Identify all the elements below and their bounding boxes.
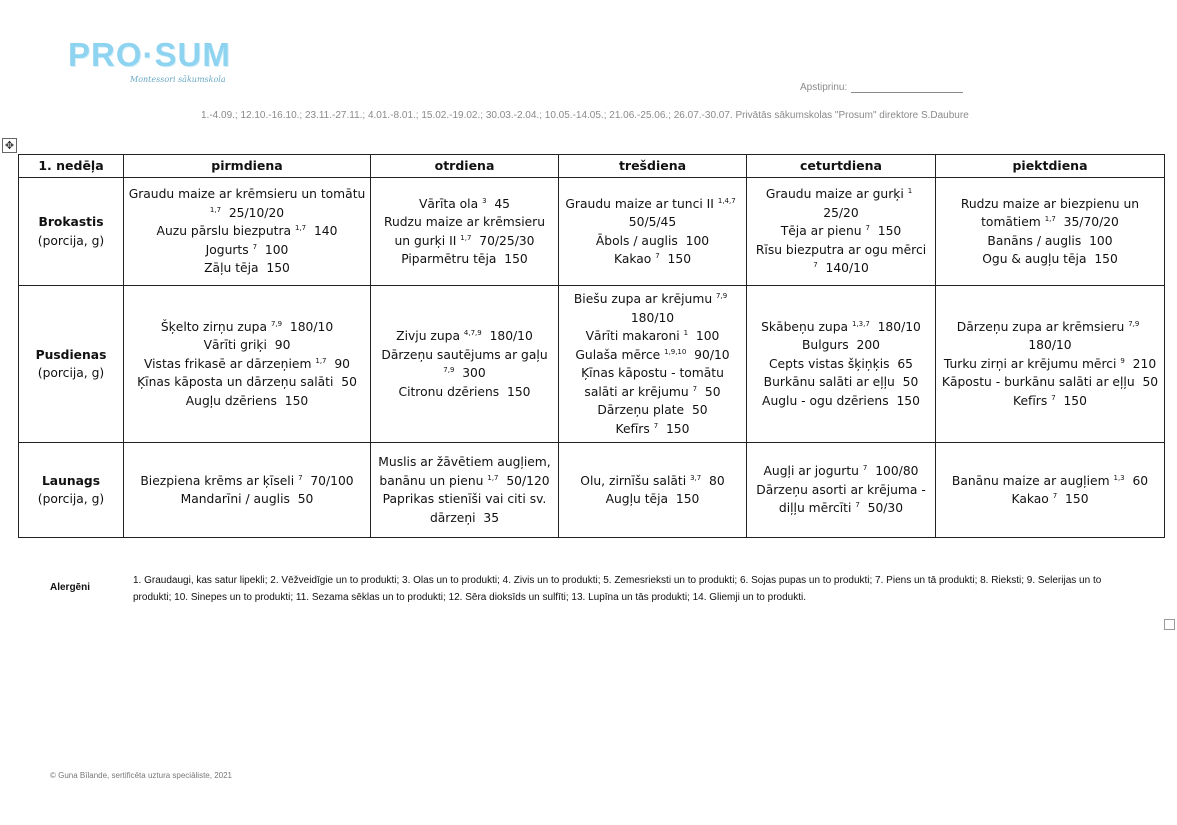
dish-name: Burkānu salāti ar eļļu [763, 375, 895, 390]
meal-row [19, 443, 1165, 538]
meal-name-cell [19, 286, 124, 443]
portion-amount: 180/10 [630, 310, 675, 325]
dish-name: Bulgurs [801, 338, 849, 353]
portion-amount: 90/10 [694, 347, 730, 362]
menu-item [128, 336, 366, 355]
menu-cell [559, 178, 747, 286]
menu-cell [124, 286, 371, 443]
dish-name: Banāns / auglis [987, 233, 1082, 248]
meal-name: Pusdienas [35, 347, 107, 362]
menu-item [128, 318, 366, 337]
menu-item [563, 346, 742, 365]
menu-cell [747, 178, 936, 286]
menu-item [563, 195, 742, 232]
menu-cell [371, 443, 559, 538]
dish-name: Rudzu maize ar krēmsieru un gurķi II [383, 215, 546, 248]
menu-item [940, 250, 1160, 269]
dish-name: Augļu tēja [605, 492, 669, 506]
menu-item [751, 222, 931, 241]
meal-row [19, 286, 1165, 443]
menu-item [128, 185, 366, 222]
allergen-codes: 7 [813, 261, 818, 270]
portion-amount: 150 [284, 393, 309, 408]
portion-amount: 35 [483, 510, 500, 525]
portion-amount: 45 [494, 196, 511, 211]
menu-item [563, 250, 742, 269]
dish-name: Kakao [613, 252, 652, 266]
allergen-codes: 7 [1052, 492, 1058, 500]
schedule-dates: 1.-4.09.; 12.10.-16.10.; 23.11.-27.11.; 4.01.-8.01.; 15.02.-19.02.; 30.03.-2.04.; 10.05.-14.05.; 21.06.-25.06.; 26.07.-30.07. Privātās sākumskolas "Prosum" direktore S.Daubure [201, 110, 969, 121]
table-header-row [19, 155, 1165, 178]
portion-amount: 50 [902, 375, 919, 390]
allergen-codes: 3,7 [690, 473, 702, 482]
allergen-codes: 7 [855, 501, 860, 510]
menu-item [751, 462, 931, 481]
allergen-codes: 4,7,9 [463, 329, 482, 337]
portion-amount: 150 [675, 492, 700, 506]
dish-name: Graudu maize ar gurķi [765, 187, 904, 202]
menu-item [751, 481, 931, 518]
meal-name: Brokastis [38, 215, 104, 229]
portion-amount: 100 [695, 329, 720, 343]
portion-amount: 50/5/45 [628, 215, 677, 229]
menu-item [375, 490, 554, 527]
portion-amount: 150 [1063, 393, 1087, 408]
checkbox-square-icon[interactable] [1164, 619, 1175, 630]
menu-item [940, 373, 1160, 392]
day-header: ceturtdiena [747, 155, 936, 178]
week-header: 1. nedēļa [19, 155, 124, 178]
portion-amount: 180/10 [489, 329, 533, 343]
dish-name: Rīsu biezputra ar ogu mērci [755, 242, 927, 257]
portion-amount: 60 [1132, 473, 1149, 488]
menu-cell [371, 286, 559, 443]
signature-line [851, 82, 963, 93]
meal-row [19, 178, 1165, 286]
dish-name: Jogurts [205, 242, 249, 257]
portion-amount: 150 [507, 384, 531, 399]
dish-name: Ķīnas kāpostu - tomātu salāti ar krējumu [581, 366, 724, 399]
portion-amount: 25/10/20 [228, 205, 285, 220]
allergen-codes: 9 [1120, 356, 1125, 365]
allergen-codes: 7,9 [1128, 319, 1140, 328]
dish-name: Zivju zupa [396, 329, 460, 343]
portion-amount: 50 [691, 403, 708, 417]
dish-name: Kāpostu - burkānu salāti ar eļļu [941, 375, 1135, 390]
menu-item [751, 318, 931, 337]
menu-item [751, 392, 931, 411]
dish-name: Augļi ar jogurtu [763, 464, 859, 479]
menu-item [375, 213, 554, 250]
menu-item [128, 259, 366, 278]
menu-cell [559, 443, 747, 538]
menu-item [375, 453, 554, 490]
dish-name: Rudzu maize ar biezpienu un tomātiem [960, 196, 1140, 229]
portion-amount: 25/20 [823, 205, 859, 220]
dish-name: Dārzeņu zupa ar krēmsieru [956, 319, 1125, 334]
menu-item [375, 195, 554, 214]
dish-name: Šķelto zirņu zupa [160, 319, 268, 334]
menu-cell [371, 178, 559, 286]
menu-item [375, 346, 554, 383]
portion-amount: 50 [1142, 375, 1159, 390]
menu-cell [747, 286, 936, 443]
day-header: pirmdiena [124, 155, 371, 178]
allergens-label: Alergēni [50, 582, 91, 593]
menu-item [940, 195, 1160, 232]
meal-name: Launags [41, 473, 101, 488]
menu-item [751, 241, 931, 278]
portion-amount: 50/30 [867, 501, 904, 516]
menu-cell [936, 286, 1165, 443]
day-header: piektdiena [936, 155, 1165, 178]
menu-item [940, 472, 1160, 491]
dish-name: Mandarīni / auglis [180, 492, 290, 506]
day-header: trešdiena [559, 155, 747, 178]
portion-amount: 210 [1132, 356, 1157, 371]
dish-name: Kefīrs [1013, 393, 1048, 408]
menu-item [563, 472, 742, 491]
menu-item [563, 490, 742, 509]
allergen-codes: 7,9 [716, 292, 728, 300]
allergens-text: 1. Graudaugi, kas satur lipekli; 2. Vēžveidīgie un to produkti; 3. Olas un to produkti; 4. Zivis un to produkti; 5. Zemesrieksti un to produkti; 6. Sojas pupas un to produkti; 7. Piens un tā produkti; 8. Rieksti; 9. Selerijas un to produkti; 10. Sinepes un to produkti; 11. Sezama sēklas un to produkti; 12. Sēra dioksīds un sulfīti; 13. Lupīna un tās produkti; 14. Gliemji un to produkti. [133, 575, 1102, 603]
portion-amount: 70/100 [310, 473, 354, 488]
portion-amount: 100/80 [875, 464, 919, 479]
portion-amount: 100 [685, 233, 710, 248]
dish-name: Vārīta ola [418, 196, 479, 211]
allergen-codes: 7 [252, 242, 258, 251]
dish-name: Auglu - ogu dzēriens [762, 393, 889, 408]
menu-item [940, 355, 1160, 374]
menu-item [940, 318, 1160, 355]
portion-amount: 300 [462, 366, 486, 380]
allergen-codes: 1,7 [487, 473, 499, 482]
dish-name: Vistas frikasē ar dārzeņiem [144, 356, 312, 371]
portion-amount: 150 [1094, 252, 1118, 266]
allergen-codes: 1,7 [295, 224, 307, 233]
portion-amount: 180/10 [1028, 338, 1072, 353]
dish-name: Dārzeņu plate [597, 403, 685, 417]
dish-name: Augļu dzēriens [185, 393, 277, 408]
menu-item [375, 250, 554, 269]
portion-amount: 140/10 [825, 261, 869, 276]
dish-name: Biezpiena krēms ar ķīseli [140, 473, 295, 488]
menu-item [940, 232, 1160, 251]
portion-amount: 50 [704, 384, 721, 399]
meal-unit: (porcija, g) [37, 366, 105, 380]
dish-name: Dārzeņu sautējums ar gaļu [381, 347, 548, 362]
portion-amount: 80 [709, 473, 725, 488]
dish-name: Paprikas stienīši vai citi sv. dārzeņi [382, 492, 547, 525]
menu-item [940, 392, 1160, 411]
dish-name: Olu, zirnīšu salāti [580, 473, 687, 488]
menu-item [128, 373, 366, 392]
portion-amount: 50/120 [506, 473, 550, 488]
portion-amount: 200 [856, 338, 881, 353]
portion-amount: 140 [313, 224, 338, 239]
menu-item [563, 364, 742, 401]
allergen-codes: 1,7 [460, 233, 472, 242]
allergen-codes: 1,9,10 [664, 347, 687, 356]
portion-amount: 150 [667, 252, 692, 266]
allergen-codes: 7 [653, 421, 659, 430]
dish-name: Piparmētru tēja [401, 252, 497, 266]
allergen-codes: 1,3,7 [851, 319, 870, 328]
menu-table [18, 154, 1165, 538]
dish-name: Kefīrs [615, 421, 650, 436]
allergen-codes: 1 [683, 329, 689, 337]
menu-item [751, 355, 931, 374]
portion-amount: 180/10 [877, 319, 921, 334]
allergen-codes: 3 [482, 196, 487, 205]
allergen-codes: 7 [655, 252, 660, 260]
menu-item [751, 373, 931, 392]
menu-cell [936, 443, 1165, 538]
footer-credit: © Guna Bīlande, sertificēta uztura speciāliste, 2021 [50, 771, 232, 780]
meal-unit: (porcija, g) [37, 233, 105, 248]
allergen-codes: 7 [1051, 393, 1056, 402]
portion-amount: 90 [274, 338, 291, 353]
meal-name-cell [19, 443, 124, 538]
dish-name: Gulaša mērce [575, 347, 661, 362]
dish-name: Biešu zupa ar krējumu [573, 292, 713, 306]
menu-item [375, 383, 554, 402]
portion-amount: 180/10 [289, 319, 334, 334]
menu-item [563, 401, 742, 420]
menu-item [563, 290, 742, 327]
dish-name: Zāļu tēja [204, 261, 259, 276]
allergen-codes: 7 [692, 384, 698, 393]
menu-item [940, 490, 1160, 509]
menu-item [563, 420, 742, 439]
day-header: otrdiena [371, 155, 559, 178]
menu-item [128, 392, 366, 411]
portion-amount: 100 [264, 242, 289, 257]
menu-item [751, 336, 931, 355]
allergen-codes: 7,9 [270, 319, 283, 328]
portion-amount: 150 [665, 421, 690, 436]
menu-cell [559, 286, 747, 443]
dish-name: Muslis ar žāvētiem augļiem, banānu un pienu [378, 455, 551, 488]
portion-amount: 150 [877, 224, 902, 239]
portion-amount: 90 [334, 356, 350, 371]
menu-cell [747, 443, 936, 538]
allergen-codes: 1,7 [315, 356, 327, 365]
dish-name: Turku zirņi ar krējumu mērci [943, 356, 1117, 371]
allergen-codes: 7 [865, 224, 870, 233]
dish-name: Cepts vistas šķiņķis [768, 356, 890, 371]
dish-name: Ķīnas kāposta un dārzeņu salāti [137, 375, 334, 390]
menu-cell [124, 443, 371, 538]
menu-cell [124, 178, 371, 286]
portion-amount: 150 [266, 261, 290, 276]
portion-amount: 100 [1089, 233, 1113, 248]
meal-name-cell [19, 178, 124, 286]
dish-name: Tēja ar pienu [780, 224, 862, 239]
portion-amount: 35/70/20 [1063, 215, 1119, 229]
dish-name: Ogu & augļu tēja [982, 252, 1087, 266]
move-arrows-icon[interactable]: ✥ [2, 138, 17, 153]
dish-name: Dārzeņu asorti ar krējuma - diļļu mērcīti [756, 482, 926, 516]
dish-name: Kakao [1011, 492, 1049, 506]
dish-name: Vārīti makaroni [585, 329, 680, 343]
allergen-codes: 7,9 [443, 366, 455, 374]
dish-name: Skābeņu zupa [761, 319, 849, 334]
allergen-codes: 1,7 [209, 205, 222, 214]
menu-item [751, 185, 931, 222]
dish-name: Vārīti griķi [203, 338, 267, 353]
approval-line [800, 82, 963, 93]
menu-item [563, 327, 742, 346]
portion-amount: 150 [1065, 492, 1089, 506]
portion-amount: 65 [897, 356, 914, 371]
menu-cell [936, 178, 1165, 286]
logo-text: PRO·SUM [68, 36, 231, 73]
menu-item [128, 490, 366, 509]
allergen-codes: 7 [298, 473, 303, 482]
logo-subtitle: Montessori sākumskola [130, 75, 226, 84]
allergen-codes: 1,3 [1113, 473, 1125, 482]
portion-amount: 70/25/30 [479, 233, 535, 248]
allergen-codes: 1 [907, 187, 913, 196]
portion-amount: 50 [341, 375, 357, 390]
dish-name: Graudu maize ar tunci II [565, 196, 714, 211]
dish-name: Graudu maize ar krēmsieru un tomātu [128, 187, 366, 202]
dish-name: Ābols / auglis [595, 233, 678, 248]
menu-item [128, 355, 366, 374]
approval-label: Apstiprinu: [800, 82, 848, 93]
portion-amount: 150 [504, 252, 528, 266]
menu-item [563, 232, 742, 251]
portion-amount: 50 [297, 492, 314, 506]
allergen-codes: 1,4,7 [717, 196, 736, 205]
logo [68, 36, 231, 90]
dish-name: Citronu dzēriens [398, 384, 500, 399]
allergen-codes: 7 [862, 464, 868, 473]
menu-item [375, 327, 554, 346]
allergen-codes: 1,7 [1044, 215, 1056, 223]
menu-item [128, 241, 366, 260]
meal-unit: (porcija, g) [37, 492, 105, 506]
portion-amount: 150 [896, 393, 920, 408]
menu-item [128, 472, 366, 491]
dish-name: Banānu maize ar augļiem [951, 473, 1110, 488]
dish-name: Auzu pārslu biezputra [156, 224, 292, 239]
menu-item [128, 222, 366, 241]
